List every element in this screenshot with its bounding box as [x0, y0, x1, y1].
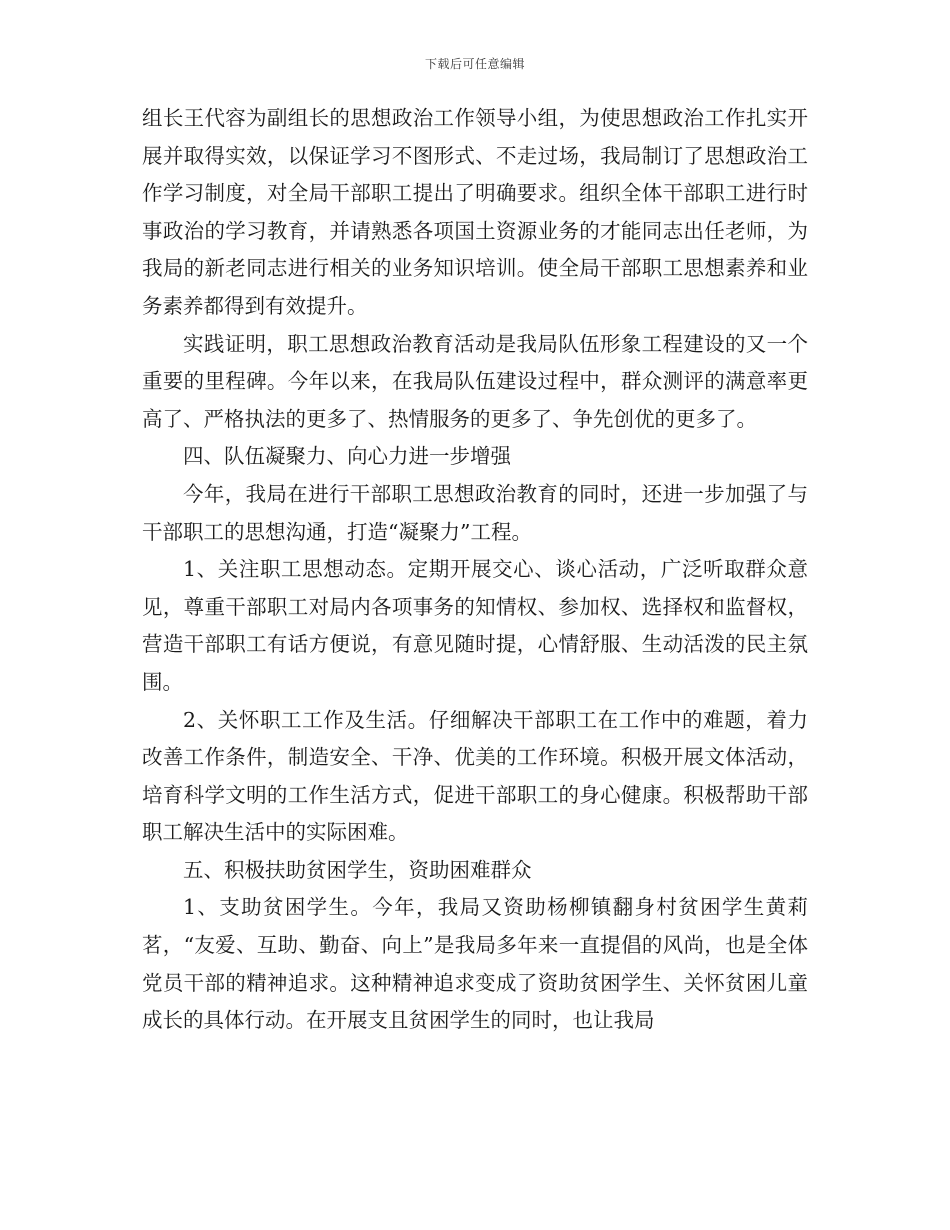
list-item-3: 1、支助贫困学生。今年，我局又资助杨柳镇翻身村贫困学生黄莉茗，“友爱、互助、勤奋、向上”是我局多年来一直提倡的风尚，也是全体党员干部的精神追求。这种精神追求变成了资助贫困学生、关怀贫困儿童成长的具体行动。在开展支且贫困学生的同时，也让我局	[142, 895, 808, 1033]
paragraph-2: 实践证明，职工思想政治教育活动是我局队伍形象工程建设的又一个重要的里程碑。今年以来，在我局队伍建设过程中，群众测评的满意率更高了、严格执法的更多了、热情服务的更多了、争先创优的更多了。	[142, 331, 808, 431]
paragraph-1: 组长王代容为副组长的思想政治工作领导小组，为使思想政治工作扎实开展并取得实效，以保证学习不图形式、不走过场，我局制订了思想政治工作学习制度，对全局干部职工提出了明确要求。组织全体干部职工进行时事政治的学习教育，并请熟悉各项国土资源业务的才能同志出任老师，为我局的新老同志进行相关的业务知识培训。使全局干部职工思想素养和业务素养都得到有效提升。	[142, 106, 808, 318]
section-heading-5: 五、积极扶助贫困学生，资助困难群众	[183, 857, 532, 882]
paragraph-3: 今年，我局在进行干部职工思想政治教育的同时，还进一步加强了与干部职工的思想沟通，打造“凝聚力”工程。	[142, 481, 808, 544]
page-header: 下载后可任意编辑	[424, 57, 525, 71]
document-body	[142, 100, 808, 1040]
section-heading-4: 四、队伍凝聚力、向心力进一步增强	[183, 444, 511, 469]
list-item-1: 1、关注职工思想动态。定期开展交心、谈心活动，广泛听取群众意见，尊重干部职工对局内各项事务的知情权、参加权、选择权和监督权，营造干部职工有话方便说，有意见随时提，心情舒服、生动活泼的民主氛围。	[142, 557, 808, 694]
list-item-2: 2、关怀职工工作及生活。仔细解决干部职工在工作中的难题，着力改善工作条件，制造安全、干净、优美的工作环境。积极开展文体活动，培育科学文明的工作生活方式，促进干部职工的身心健康。积极帮助干部职工解决生活中的实际困难。	[142, 707, 808, 845]
